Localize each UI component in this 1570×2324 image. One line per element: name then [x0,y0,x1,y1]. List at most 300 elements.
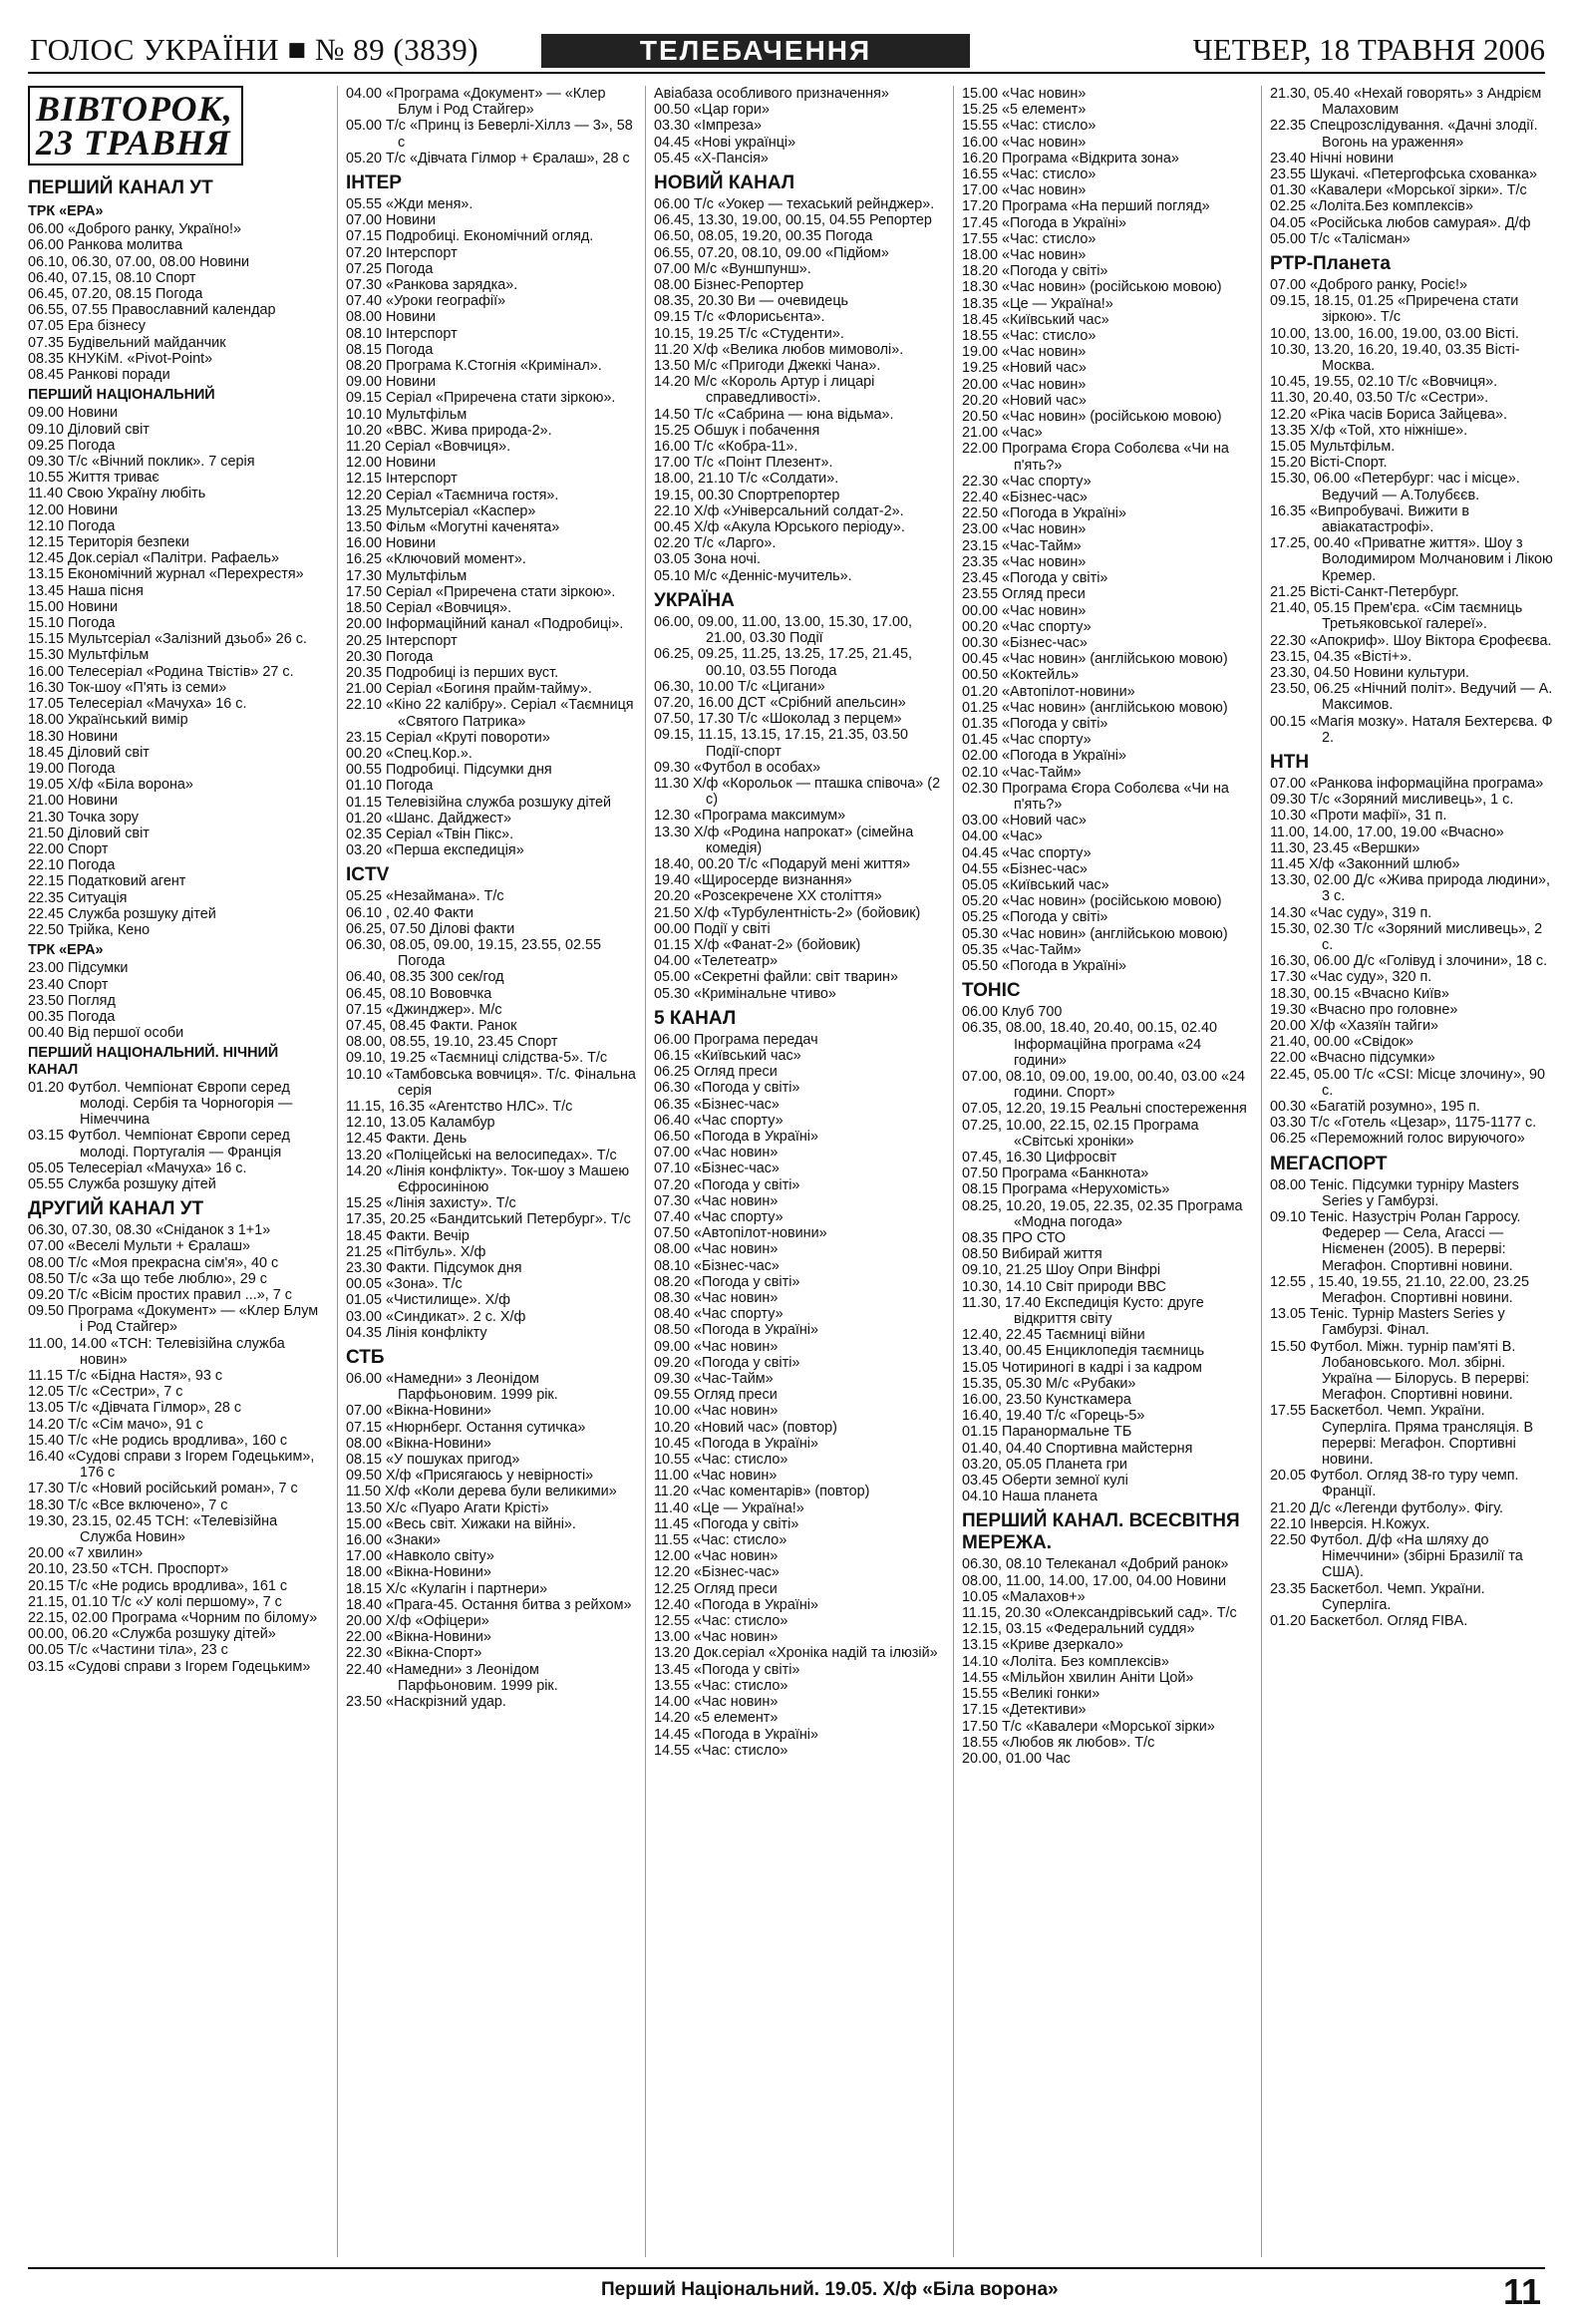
program-listing: 00.45 «Час новин» (англійською мовою) [962,651,1228,668]
program-listing: 12.40, 22.45 Таємниці війни [962,1327,1145,1344]
program-listing: 12.45 Факти. День [346,1131,468,1148]
program-listing: 03.30 Т/с «Готель «Цезар», 1175-1177 с. [1270,1115,1537,1132]
program-listing: 15.25 «Лінія захисту». Т/с [346,1195,516,1212]
program-listing: 16.40 «Судові справи з Ігорем Годецьким», 176 с [28,1449,315,1482]
program-listing: 08.50 Т/с «За що тебе люблю», 29 с [28,1270,267,1287]
section-title: ТЕЛЕБАЧЕННЯ [541,34,970,68]
program-listing: 07.30 «Час новин» [654,1192,779,1209]
program-listing: 22.40 «Намедни» з Леонідом Парфьоновим. 1999 рік. [346,1661,558,1694]
program-listing: 01.20 Футбол. Чемпіонат Європи серед молоді. Сербія та Чорногорія — Німеччина [28,1079,293,1129]
program-listing: 06.00 «Намедни» з Леонідом Парфьоновим. 1999 рік. [346,1371,558,1404]
program-listing: 13.20 Док.серіал «Хроніка надій та ілюзій» [654,1645,938,1662]
program-listing: 08.15 Програма «Нерухомість» [962,1181,1170,1198]
program-listing: 10.30, 14.10 Світ природи ВВС [962,1278,1166,1295]
program-listing: 11.00 «Час новин» [654,1468,778,1485]
program-listing: 00.15 «Магія мозку». Наталя Бехтерєва. Ф 2. [1270,713,1553,746]
program-listing: 03.00 «Новий час» [962,813,1087,830]
program-listing: 17.15 «Детективи» [962,1702,1087,1719]
column-3-body [654,86,949,1759]
program-listing: 04.00 «Телетеатр» [654,953,779,970]
program-listing: 02.10 «Час-Тайм» [962,764,1082,781]
program-listing: 08.40 «Час спорту» [654,1306,784,1323]
program-listing: 15.20 Вісті-Спорт. [1270,455,1388,472]
program-listing: 05.20 «Час новин» (російською мовою) [962,893,1222,910]
program-listing: 00.20 «Час спорту» [962,618,1092,635]
program-listing: 22.40 «Бізнес-час» [962,490,1088,506]
program-listing: 10.15, 19.25 Т/с «Студенти». [654,325,844,342]
program-listing: 09.10, 21.25 Шоу Опри Вінфрі [962,1262,1161,1279]
program-listing: 14.50 Т/с «Сабрина — юна відьма». [654,406,894,423]
program-listing: 10.00 «Час новин» [654,1403,779,1420]
program-listing: 11.15 Т/с «Бідна Настя», 93 с [28,1368,223,1385]
program-listing: 08.10 Інтерспорт [346,325,458,342]
program-listing: 01.25 «Час новин» (англійською мовою) [962,699,1228,716]
program-listing: 08.25, 10.20, 19.05, 22.35, 02.35 Програма «Модна погода» [962,1197,1243,1230]
program-listing: 18.50 Серіал «Вовчиця». [346,600,512,617]
program-listing: 11.45 «Погода у світі» [654,1515,799,1532]
program-listing: 17.00 «Навколо світу» [346,1548,494,1565]
program-listing: 21.30, 05.40 «Нехай говорять» з Андрієм Малаховим [1270,86,1542,119]
program-listing: 08.20 Програма К.Стогнія «Кримінал». [346,358,602,375]
program-listing: 00.45 Х/ф «Акула Юрського періоду». [654,519,905,536]
channel-subheading: ПЕРШИЙ НАЦІОНАЛЬНИЙ [28,387,215,404]
program-listing: 06.15 «Київський час» [654,1047,801,1064]
program-listing: 18.55 «Любов як любов». Т/с [962,1734,1155,1751]
program-listing: 06.30, 08.10 Телеканал «Добрий ранок» [962,1556,1229,1573]
program-listing: 21.25 Вісті-Санкт-Петербург. [1270,583,1459,600]
program-listing: 07.00 Новини [346,212,437,229]
program-listing: 18.20 «Погода у світі» [962,263,1108,280]
program-listing: 20.15 Т/с «Не родись вродлива», 161 с [28,1577,288,1594]
column-5 [1261,86,1554,2257]
column-2-body [346,86,641,1710]
program-listing: 11.55 «Час: стисло» [654,1532,787,1549]
program-listing: 06.40 «Час спорту» [654,1112,784,1129]
program-listing: 07.50, 17.30 Т/с «Шоколад з перцем» [654,711,902,728]
channel-heading: ПЕРШИЙ КАНАЛ. ВСЕСВІТНЯ МЕРЕЖА. [962,1510,1240,1554]
program-listing: 10.55 Життя триває [28,470,159,487]
program-listing: 11.20 Х/ф «Велика любов мимоволі». [654,341,904,358]
program-listing: 10.45 «Погода в Україні» [654,1435,818,1452]
program-listing: 00.05 Т/с «Частини тіла», 23 с [28,1642,228,1659]
program-listing: 23.00 Підсумки [28,960,129,977]
program-listing: 07.00, 08.10, 09.00, 19.00, 00.40, 03.00 «24 години. Спорт» [962,1068,1246,1102]
program-listing: 23.15 Серіал «Круті повороти» [346,729,550,746]
program-listing: 08.35, 20.30 Ви — очевидець [654,293,849,310]
program-listing: 08.45 Ранкові поради [28,367,170,384]
program-listing: 08.15 «У пошуках пригод» [346,1452,520,1469]
program-listing: 04.35 Лінія конфлікту [346,1324,487,1341]
program-listing: 01.15 Паранормальне ТБ [962,1424,1132,1441]
program-listing: 02.20 Т/с «Ларго». [654,535,777,552]
program-listing: 17.50 Т/с «Кавалери «Морської зірки» [962,1718,1215,1735]
program-listing: 04.45 «Нові українці» [654,134,796,151]
program-listing: 07.00 «Ранкова інформаційна програма» [1270,775,1544,792]
program-listing: 12.15 Територія безпеки [28,534,189,551]
program-listing: 20.05 Футбол. Огляд 38-го туру чемп. Франції. [1270,1468,1519,1500]
program-listing: 04.05 «Російська любов самурая». Д/ф [1270,214,1531,231]
day-heading-date: 23 ТРАВНЯ [36,123,231,163]
program-listing: 22.10 Х/ф «Універсальний солдат-2». [654,502,904,519]
program-listing: 23.55 Шукачі. «Петергофська схованка» [1270,166,1538,183]
column-4 [953,86,1257,2257]
program-listing: 08.00 «Час новин» [654,1241,779,1258]
program-listing: 08.30 «Час новин» [654,1290,779,1307]
program-listing: 22.10 «Кіно 22 калібру». Серіал «Таємниця «Святого Патрика» [346,697,634,730]
program-listing: 14.20 М/с «Король Артур і лицарі справедливості». [654,374,875,407]
program-listing: 09.10 Діловий світ [28,421,150,438]
program-listing: 08.00 Бізнес-Репортер [654,277,804,294]
program-listing: 07.15 «Нюрнберг. Остання сутичка» [346,1419,586,1436]
program-listing: 14.30 «Час суду», 319 п. [1270,904,1432,921]
program-listing: 05.30 «Час новин» (англійською мовою) [962,925,1228,942]
program-listing: 09.00 Новини [346,374,437,391]
program-listing: 15.55 «Час: стисло» [962,118,1097,135]
program-listing: 13.30, 02.00 Д/с «Жива природа людини», 3 с. [1270,872,1550,905]
program-listing: 11.30 Х/ф «Корольок — пташка співоча» (2 с) [654,775,941,809]
issue-date: ЧЕТВЕР, 18 ТРАВНЯ 2006 [1192,32,1545,67]
program-listing: 17.30 «Час суду», 320 п. [1270,969,1432,986]
program-listing: 04.55 «Бізнес-час» [962,860,1088,877]
channel-heading: СТБ [346,1347,385,1369]
program-listing: 17.50 Серіал «Приречена стати зіркою». [346,583,616,600]
program-listing: 03.00 «Синдикат». 2 с. Х/ф [346,1308,526,1325]
program-listing: 21.40, 05.15 Прем'єра. «Сім таємниць Третьяковської галереї». [1270,600,1523,633]
program-listing: 06.30, 08.05, 09.00, 19.15, 23.55, 02.55 Погода [346,936,602,970]
program-listing: 05.20 Т/с «Дівчата Гілмор + Єралаш», 28 с [346,150,630,166]
program-listing: 03.20, 05.05 Планета гри [962,1456,1127,1473]
program-listing: 12.00 «Час новин» [654,1548,779,1565]
program-listing: 17.05 Телесеріал «Мачуха» 16 с. [28,696,247,713]
program-listing: 05.10 М/с «Денніс-мучитель». [654,567,852,584]
program-listing: 09.50 Х/ф «Присягаюсь у невірності» [346,1468,594,1485]
program-listing: 16.35 «Випробувачі. Вижити в авіакатастрофі». [1270,502,1470,536]
program-listing: 22.45, 05.00 Т/с «CSI: Місце злочину», 90 с. [1270,1066,1545,1099]
program-listing: 22.35 Спецрозслідування. «Дачні злодії. Вогонь на ураження» [1270,118,1538,151]
program-listing: 07.45, 08.45 Факти. Ранок [346,1017,517,1034]
program-listing: 01.35 «Погода у світі» [962,715,1108,732]
program-listing: 05.25 «Незаймана». Т/с [346,888,504,905]
column-3 [645,86,949,2257]
program-listing: 18.40, 00.20 Т/с «Подаруй мені життя» [654,855,911,872]
program-listing: 20.35 Подробиці із перших вуст. [346,664,559,681]
program-listing: 00.00, 06.20 «Служба розшуку дітей» [28,1626,276,1643]
program-listing: 23.30 Факти. Підсумок дня [346,1260,522,1277]
program-listing: 08.00 «Вікна-Новини» [346,1435,491,1452]
program-listing: 12.20 «Ріка часів Бориса Зайцева». [1270,406,1507,423]
program-listing: 13.00 «Час новин» [654,1629,779,1646]
program-listing: 11.40 Свою Україну любіть [28,486,206,502]
program-listing: 14.55 «Мільйон хвилин Аніти Цой» [962,1669,1194,1686]
program-listing: 06.10, 06.30, 07.00, 08.00 Новини [28,253,250,270]
program-listing: 22.30 «Час спорту» [962,473,1092,490]
program-listing: 12.45 Док.серіал «Палітри. Рафаель» [28,550,279,567]
channel-heading: ІНТЕР [346,172,402,194]
program-listing: 17.30 Мультфільм [346,567,468,584]
program-listing: 05.25 «Погода у світі» [962,909,1108,926]
program-listing: 11.30, 23.45 «Вершки» [1270,839,1420,856]
program-listing: 14.45 «Погода в Україні» [654,1726,818,1743]
program-listing: 06.45, 07.20, 08.15 Погода [28,286,203,303]
program-listing: 02.00 «Погода в Україні» [962,748,1126,765]
program-listing: 20.00 Х/ф «Офіцери» [346,1613,489,1630]
listing-columns [28,86,1553,2257]
program-listing: 10.55 «Час: стисло» [654,1452,788,1469]
program-listing: 00.20 «Спец.Кор.». [346,745,472,762]
program-listing: 23.30, 04.50 Новини культури. [1270,664,1470,681]
channel-heading: ДРУГИЙ КАНАЛ УТ [28,1198,204,1220]
program-listing: 17.20 Програма «На перший погляд» [962,198,1210,215]
program-listing: 09.30 «Час-Тайм» [654,1371,774,1388]
program-listing: 23.55 Огляд преси [962,586,1086,603]
program-listing: 15.10 Погода [28,615,116,632]
program-listing: 08.00, 08.55, 19.10, 23.45 Спорт [346,1034,558,1051]
program-listing: 15.00 «Час новин» [962,86,1087,102]
program-listing: 11.15, 16.35 «Агентство НЛС». Т/с [346,1098,573,1115]
program-listing: 19.30 «Вчасно про головне» [1270,1001,1458,1018]
program-listing: 09.15 Т/с «Флорисьєнта». [654,309,825,326]
column-5-body [1270,86,1554,1629]
program-listing: 00.05 «Зона». Т/с [346,1276,463,1293]
program-listing: 08.35 КНУКіМ. «Pivot-Point» [28,350,213,367]
program-listing: 16.30, 06.00 Д/с «Голівуд і злочини», 18 с. [1270,953,1548,970]
program-listing: 06.40, 08.35 300 сек/год [346,969,504,986]
program-listing: 18.35 «Це — Україна!» [962,295,1113,312]
program-listing: 10.05 «Малахов+» [962,1588,1086,1605]
program-listing: 23.50 Погляд [28,992,116,1009]
newspaper-page [28,26,1553,2312]
program-listing: 02.35 Серіал «Твін Пікс». [346,826,514,842]
program-listing: 05.50 «Погода в Україні» [962,957,1126,974]
program-listing: 07.25, 10.00, 22.15, 02.15 Програма «Світські хроніки» [962,1117,1199,1150]
program-listing: 06.55, 07.55 Православний календар [28,302,276,319]
program-listing: 06.25, 07.50 Ділові факти [346,920,515,937]
program-listing: 03.20 «Перша експедиція» [346,842,524,859]
program-listing: 06.30, 10.00 Т/с «Цигани» [654,678,825,695]
program-listing: 06.35 «Бізнес-час» [654,1096,780,1113]
program-listing: 15.00 «Весь світ. Хижаки на війні». [346,1515,576,1532]
program-listing: 13.35 Х/ф «Той, хто ніжніше». [1270,422,1468,439]
program-listing: 14.20 Т/с «Сім мачо», 91 с [28,1416,203,1433]
program-listing: 09.30 Т/с «Вічний поклик». 7 серія [28,454,255,471]
program-listing: 13.50 М/с «Пригоди Джеккі Чана». [654,358,881,375]
program-listing: 16.30 Ток-шоу «П'ять із семи» [28,679,227,696]
program-listing: 06.00 Програма передач [654,1031,818,1048]
program-listing: 12.25 Огляд преси [654,1580,778,1597]
program-listing: 07.15 Подробиці. Економічний огляд. [346,228,594,245]
program-listing: 05.00 Т/с «Принц із Беверлі-Хіллз — 3», 58 с [346,118,633,151]
program-listing: 08.00 Новини [346,309,437,326]
program-listing: 07.50 «Автопілот-новини» [654,1225,827,1242]
program-listing: 06.25, 09.25, 11.25, 13.25, 17.25, 21.45, 00.10, 03.55 Погода [654,646,912,679]
program-listing: 15.25 Обшук і побачення [654,422,820,439]
program-listing: 23.35 Баскетбол. Чемп. України. Суперліга. [1270,1580,1485,1613]
program-listing: 04.00 «Програма «Документ» — «Клер Блум і Род Стайгер» [346,86,606,119]
program-listing: 09.15 Серіал «Приречена стати зіркою». [346,390,616,407]
program-listing: 22.35 Ситуація [28,889,128,906]
program-listing: 06.35, 08.00, 18.40, 20.40, 00.15, 02.40 Інформаційна програма «24 години» [962,1020,1218,1069]
program-listing: 17.25, 00.40 «Приватне життя». Шоу з Володимиром Молчановим і Лікою Кремер. [1270,535,1553,584]
program-listing: 20.00, 01.00 Час [962,1750,1071,1767]
program-listing: 19.15, 00.30 Спортрепортер [654,487,840,503]
program-listing: 23.50, 06.25 «Нічний політ». Ведучий — А. Максимов. [1270,681,1553,714]
program-listing: 01.40, 04.40 Спортивна майстерня [962,1440,1193,1457]
program-listing: 01.10 Погода [346,778,434,795]
program-listing: 02.25 «Лоліта.Без комплексів» [1270,198,1473,215]
program-listing: 15.50 Футбол. Міжн. турнір пам'яті В. Лобановського. Мол. збірні. Україна — Білорусь. В перерві: Мегафон. Спортивні новини. [1270,1338,1530,1404]
program-listing: 12.20 Серіал «Таємнича гостя». [346,487,559,503]
program-listing: 05.05 «Київський час» [962,876,1109,893]
program-listing: 13.20 «Поліцейські на велосипедах». Т/с [346,1147,617,1163]
program-listing: 07.05 Ера бізнесу [28,318,146,335]
program-listing: 07.00 «Доброго ранку, Росіє!» [1270,277,1467,294]
program-listing: 07.45, 16.30 Цифросвіт [962,1150,1117,1165]
program-listing: 06.00 «Доброго ранку, Україно!» [28,221,242,238]
program-listing: 20.25 Інтерспорт [346,632,458,649]
program-listing: 21.20 Д/с «Легенди футболу». Фігу. [1270,1499,1504,1516]
column-1 [28,86,325,2257]
program-listing: 16.00 «Час новин» [962,134,1087,151]
program-listing: 11.20 «Час коментарів» (повтор) [654,1484,870,1500]
program-listing: 07.05, 12.20, 19.15 Реальні спостереження [962,1101,1247,1118]
program-listing: 09.25 Погода [28,437,116,454]
program-listing: 15.00 Новини [28,598,119,615]
program-listing: 12.05 Т/с «Сестри», 7 с [28,1384,183,1401]
program-listing: 15.15 Мультсеріал «Залізний дзьоб» 26 с. [28,631,307,648]
program-listing: 18.00 «Час новин» [962,247,1087,264]
program-listing: 09.15, 11.15, 13.15, 17.15, 21.35, 03.50 Події-спорт [654,727,908,760]
program-listing: 18.55 «Час: стисло» [962,328,1097,345]
program-listing: 01.45 «Час спорту» [962,732,1092,749]
program-listing: 00.00 «Час новин» [962,602,1087,619]
program-listing: 07.00 «Час новин» [654,1145,779,1162]
program-listing: 03.15 Футбол. Чемпіонат Європи серед молоді. Португалія — Франція [28,1128,290,1161]
program-listing: 20.30 Погода [346,648,434,665]
program-listing: 18.30 «Час новин» (російською мовою) [962,279,1222,296]
program-listing: 23.40 Спорт [28,976,109,993]
program-listing: 21.50 Діловий світ [28,825,150,841]
program-listing: 20.00 «Час новин» [962,376,1087,393]
program-listing: 09.30 Т/с «Зоряний мисливець», 1 с. [1270,792,1514,809]
program-listing: 21.00 Новини [28,793,119,810]
program-listing: 15.35, 05.30 М/с «Рубаки» [962,1375,1136,1392]
program-listing: 06.00 Т/с «Уокер — техаський рейнджер». [654,196,935,213]
program-listing: 16.00, 23.50 Кунсткамера [962,1392,1131,1409]
program-listing: 09.10, 19.25 «Таємниці слідства-5». Т/с [346,1050,608,1067]
program-listing: 06.45, 08.10 Вововчка [346,985,492,1002]
program-listing: 00.50 «Цар гори» [654,102,770,119]
program-listing: 01.20 Баскетбол. Огляд FIBA. [1270,1613,1468,1630]
program-listing: 15.30 Мультфільм [28,647,150,664]
program-listing: 22.30 «Апокриф». Шоу Віктора Єрофеєва. [1270,632,1552,649]
program-listing: 08.50 Вибирай життя [962,1246,1102,1263]
program-listing: 07.35 Будівельний майданчик [28,334,226,351]
program-listing: 23.00 «Час новин» [962,521,1087,538]
program-listing: 05.55 «Жди меня». [346,196,473,213]
program-listing: 06.30, 07.30, 08.30 «Сніданок з 1+1» [28,1222,271,1239]
page-header [28,26,1545,74]
program-listing: 12.10 Погода [28,517,116,534]
program-listing: 06.50 «Погода в Україні» [654,1128,818,1145]
page-number: 11 [1502,2271,1541,2312]
channel-heading: НОВИЙ КАНАЛ [654,172,795,194]
program-listing: 04.10 Наша планета [962,1489,1099,1505]
program-listing: 17.55 «Час: стисло» [962,230,1097,247]
program-listing: 12.55 «Час: стисло» [654,1613,788,1630]
program-listing: 00.30 «Бізнес-час» [962,634,1088,651]
program-listing: 18.00 «Вікна-Новини» [346,1564,491,1581]
program-listing: 13.05 Т/с «Дівчата Гілмор», 28 с [28,1400,242,1417]
program-listing: 12.00 Новини [28,501,119,518]
program-listing: 00.00 Події у світі [654,920,771,937]
program-listing: 16.55 «Час: стисло» [962,166,1097,183]
program-listing: 07.00 «Вікна-Новини» [346,1403,491,1420]
program-listing: 15.25 «5 елемент» [962,102,1087,119]
program-listing: 06.00, 09.00, 11.00, 13.00, 15.30, 17.00, 21.00, 03.30 Події [654,613,912,647]
program-listing: 07.50 Програма «Банкнота» [962,1165,1149,1182]
program-listing: 22.50 Футбол. Д/ф «На шляху до Німеччини» (збірні Бразилії та США). [1270,1532,1523,1581]
program-listing: 23.15 «Час-Тайм» [962,537,1082,554]
program-listing: 19.05 Х/ф «Біла ворона» [28,777,193,794]
program-listing: 10.00, 13.00, 16.00, 19.00, 03.00 Вісті. [1270,325,1519,342]
program-listing: 07.40 «Час спорту» [654,1209,784,1225]
program-listing: 22.00 Програма Єгора Соболєва «Чи на п'ять?» [962,441,1229,474]
program-listing: 10.10 «Тамбовська вовчиця». Т/с. Фінальна серія [346,1066,636,1099]
program-listing: 11.00, 14.00, 17.00, 19.00 «Вчасно» [1270,824,1504,840]
program-listing: 14.10 «Лоліта. Без комплексів» [962,1653,1169,1670]
program-listing: 08.15 Погода [346,341,434,358]
program-listing: 09.15, 18.15, 01.25 «Приречена стати зіркою». Т/с [1270,293,1519,326]
program-listing: 00.30 «Багатій розумно», 195 п. [1270,1098,1480,1115]
program-listing: 06.45, 13.30, 19.00, 00.15, 04.55 Репортер [654,212,932,229]
program-listing: 16.00 Т/с «Кобра-11». [654,439,798,456]
program-listing: 01.20 «Шанс. Дайджест» [346,810,511,827]
program-listing: 18.30 Новини [28,728,119,745]
program-listing: 11.00, 14.00 «ТСН: Телевізійна служба новин» [28,1335,285,1368]
program-listing: 20.20 «Розсекречене XX століття» [654,888,882,905]
program-listing: 16.00 «Знаки» [346,1532,441,1549]
channel-heading: ТОНІС [962,980,1021,1002]
program-listing: 11.20 Серіал «Вовчиця». [346,439,511,456]
channel-subheading: ТРК «ЕРА» [28,203,104,219]
program-listing: 14.55 «Час: стисло» [654,1742,788,1759]
program-listing: 00.40 Від першої особи [28,1025,184,1042]
program-listing: 13.25 Мультсеріал «Каспер» [346,502,536,519]
program-listing: 21.15, 01.10 Т/с «У колі першому», 7 с [28,1593,282,1610]
program-listing: 22.10 Інверсія. Н.Кожух. [1270,1515,1430,1532]
newspaper-masthead: ГОЛОС УКРАЇНИ ■ № 89 (3839) [30,32,479,67]
program-listing: 15.05 Мультфільм. [1270,439,1396,456]
program-listing: 14.20 «5 елемент» [654,1710,779,1727]
program-listing: 18.00, 21.10 Т/с «Солдати». [654,471,839,488]
program-listing: 00.35 Погода [28,1008,116,1025]
program-listing: 12.00 Новини [346,455,437,472]
program-listing: 18.45 Факти. Вечір [346,1227,470,1244]
program-listing: 22.00 «Вчасно підсумки» [1270,1050,1435,1067]
program-listing: 11.30, 17.40 Експедиція Кусто: друге відкриття світу [962,1294,1204,1328]
program-listing: 09.00 Новини [28,405,119,422]
program-listing: 05.00 Т/с «Талісман» [1270,230,1411,247]
program-listing: 18.15 Х/с «Кулагін і партнери» [346,1580,548,1597]
program-listing: 05.00 «Секретні файли: світ тварин» [654,969,898,986]
program-listing: 14.00 «Час новин» [654,1694,779,1711]
program-listing: 15.55 «Великі гонки» [962,1686,1100,1703]
program-listing: 22.50 Трійка, Кено [28,921,151,938]
program-listing: 12.40 «Погода в Україні» [654,1596,818,1613]
program-listing: Авіабаза особливого призначення» [654,86,889,102]
program-listing: 16.20 Програма «Відкрита зона» [962,150,1179,166]
program-listing: 06.50, 08.05, 19.20, 00.35 Погода [654,228,873,245]
